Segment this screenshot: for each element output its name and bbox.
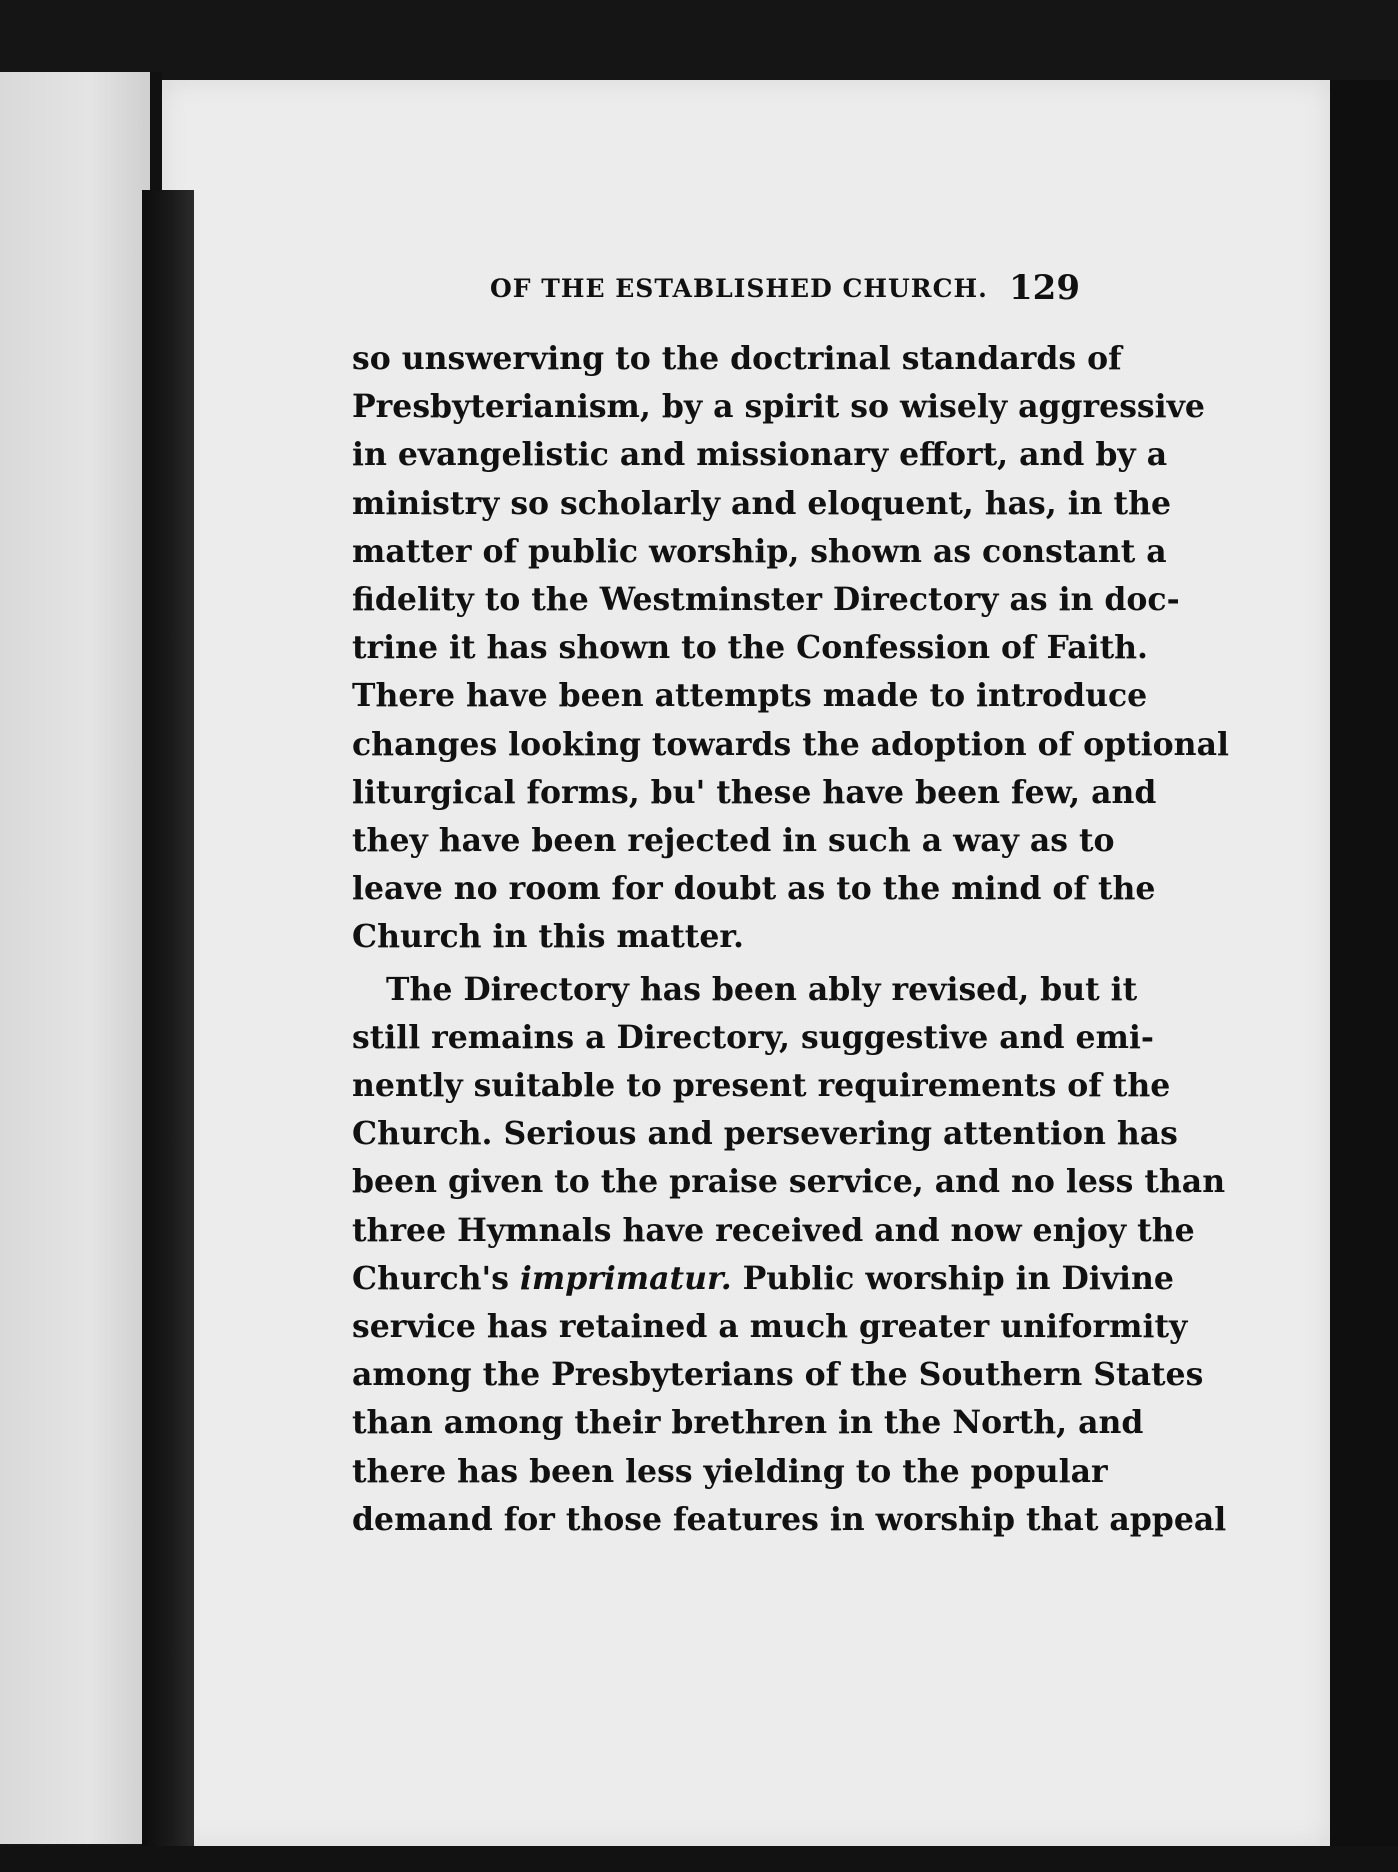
text-line: than among their brethren in the North, and (352, 1404, 1144, 1442)
running-head: OF THE ESTABLISHED CHURCH. (490, 274, 988, 303)
scan-border-bottom (0, 1846, 1398, 1872)
body-text (352, 335, 1229, 1544)
page-number: 129 (1009, 268, 1080, 308)
text-line: matter of public worship, shown as constant a (352, 532, 1167, 570)
text-line: nently suitable to present requirements of the (352, 1067, 1171, 1105)
text-line: leave no room for doubt as to the mind of the (352, 870, 1156, 908)
text-line: Church. Serious and persevering attention has (352, 1115, 1178, 1153)
text-line: There have been attempts made to introduce (352, 677, 1148, 715)
text-line: so unswerving to the doctrinal standards of (352, 340, 1122, 377)
text-line: ministry so scholarly and eloquent, has, in the (352, 484, 1172, 522)
gutter-shadow (142, 190, 194, 1854)
paragraph-1 (352, 335, 1229, 962)
text-segment: Church's (352, 1259, 509, 1297)
text-line: fidelity to the Westminster Directory as in doc- (352, 581, 1180, 619)
text-line: still remains a Directory, suggestive and emi- (352, 1018, 1154, 1056)
text-line: in evangelistic and missionary effort, and by a (352, 436, 1168, 474)
text-line: three Hymnals have received and now enjoy the (352, 1211, 1195, 1249)
scan-border-right (1330, 80, 1398, 1872)
text-line: they have been rejected in such a way as to (352, 822, 1115, 860)
text-line: Presbyterianism, by a spirit so wisely aggressive (352, 388, 1205, 426)
gutter-shadow-top (150, 72, 162, 202)
text-line-italic (352, 1255, 1174, 1303)
paragraph-2 (352, 966, 1227, 1544)
text-line: trine it has shown to the Confession of Faith. (352, 629, 1148, 667)
text-line: liturgical forms, bu' these have been few, and (352, 773, 1157, 811)
text-line: been given to the praise service, and no less than (352, 1163, 1226, 1201)
page-header (490, 268, 1080, 318)
text-segment: Public worship in Divine (742, 1259, 1174, 1297)
facing-page-edge (0, 72, 150, 1844)
text-line: service has retained a much greater uniformity (352, 1308, 1188, 1346)
italic-term: imprimatur. (519, 1259, 732, 1297)
text-line: Church in this matter. (352, 918, 745, 956)
text-line: changes looking towards the adoption of optional (352, 725, 1229, 763)
text-line: demand for those features in worship that appeal (352, 1500, 1227, 1538)
text-line: The Directory has been ably revised, but it (386, 970, 1138, 1008)
text-line: there has been less yielding to the popular (352, 1452, 1108, 1490)
text-line: among the Presbyterians of the Southern States (352, 1356, 1204, 1394)
